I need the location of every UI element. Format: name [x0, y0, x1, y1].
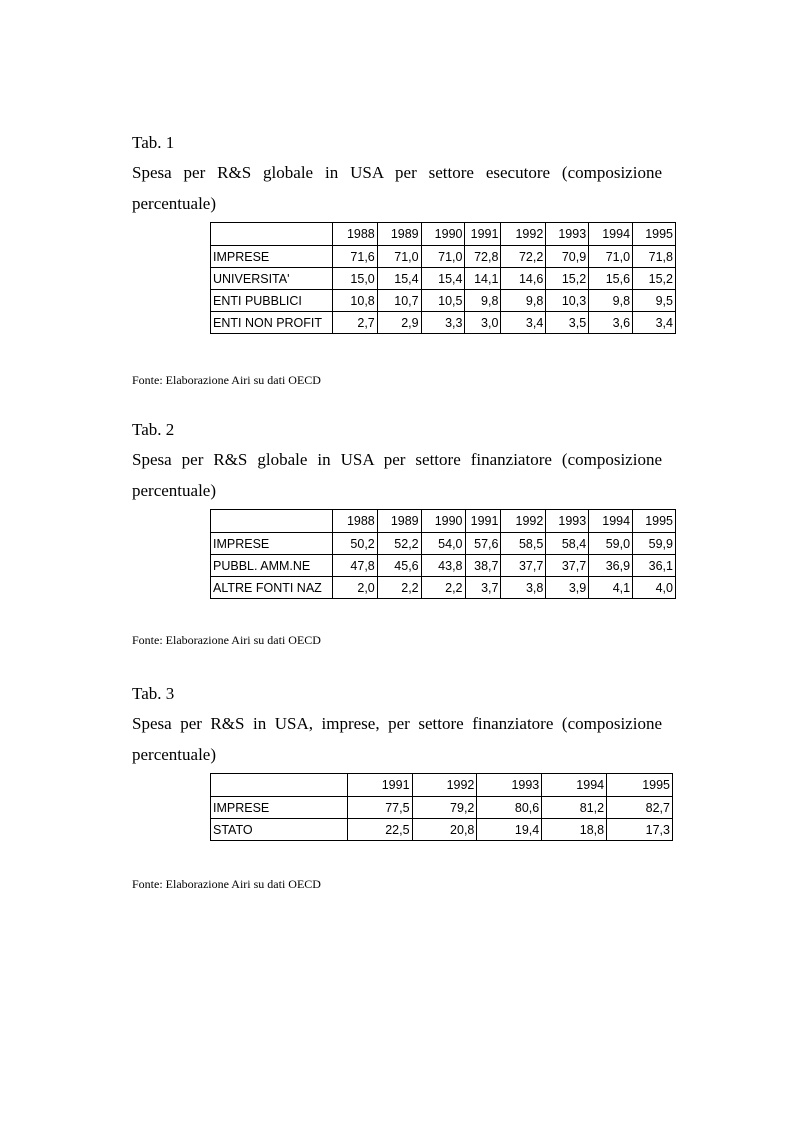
table-2-caption: Spesa per R&S globale in USA per settore finanziatore (composizione [132, 450, 662, 469]
table-cell: 37,7 [501, 555, 546, 577]
table-header-row [211, 774, 673, 797]
table-3 [210, 773, 673, 841]
table-cell: 54,0 [421, 533, 465, 555]
table-cell: 45,6 [377, 555, 421, 577]
row-label: UNIVERSITA' [211, 268, 333, 290]
year-header: 1992 [501, 510, 546, 533]
table-cell: 14,6 [501, 268, 546, 290]
table-header-row [211, 510, 676, 533]
year-header: 1994 [589, 223, 633, 246]
table-cell: 3,9 [546, 577, 589, 599]
year-header: 1990 [421, 223, 465, 246]
year-header: 1991 [465, 223, 501, 246]
table-cell: 71,0 [421, 246, 465, 268]
table-1-caption: Spesa per R&S globale in USA per settore esecutore (composizione [132, 163, 662, 182]
table-cell: 22,5 [347, 819, 412, 841]
table-header-row [211, 223, 676, 246]
table-cell: 15,0 [332, 268, 377, 290]
row-label: ENTI PUBBLICI [211, 290, 333, 312]
table-cell: 3,8 [501, 577, 546, 599]
table-cell: 80,6 [477, 797, 542, 819]
table-cell: 18,8 [542, 819, 607, 841]
table-cell: 72,8 [465, 246, 501, 268]
table-cell: 2,2 [421, 577, 465, 599]
row-label: IMPRESE [211, 246, 333, 268]
table-cell: 36,9 [589, 555, 633, 577]
table-cell: 20,8 [412, 819, 477, 841]
table-cell: 15,6 [589, 268, 633, 290]
header-corner-cell [211, 510, 333, 533]
table-cell: 3,4 [633, 312, 676, 334]
year-header: 1991 [347, 774, 412, 797]
table-cell: 9,8 [465, 290, 501, 312]
table-cell: 59,0 [589, 533, 633, 555]
table-cell: 36,1 [633, 555, 676, 577]
table-2-source: Fonte: Elaborazione Airi su dati OECD [132, 633, 321, 647]
year-header: 1988 [332, 510, 377, 533]
year-header: 1994 [589, 510, 633, 533]
year-header: 1995 [633, 223, 676, 246]
table-row [211, 246, 676, 268]
row-label: IMPRESE [211, 797, 348, 819]
table-cell: 81,2 [542, 797, 607, 819]
table-row [211, 577, 676, 599]
table-2 [210, 509, 676, 599]
year-header: 1993 [477, 774, 542, 797]
table-1 [210, 222, 676, 334]
table-cell: 9,8 [589, 290, 633, 312]
year-header: 1992 [412, 774, 477, 797]
table-cell: 10,7 [377, 290, 421, 312]
table-cell: 72,2 [501, 246, 546, 268]
table-cell: 9,5 [633, 290, 676, 312]
table-cell: 10,8 [332, 290, 377, 312]
table-3-source: Fonte: Elaborazione Airi su dati OECD [132, 877, 321, 891]
table-cell: 37,7 [546, 555, 589, 577]
table-row [211, 290, 676, 312]
table-2-caption-continued: percentuale) [132, 481, 216, 500]
table-cell: 52,2 [377, 533, 421, 555]
table-cell: 4,0 [633, 577, 676, 599]
table-cell: 70,9 [546, 246, 589, 268]
year-header: 1989 [377, 223, 421, 246]
table-cell: 50,2 [332, 533, 377, 555]
table-3-caption: Spesa per R&S in USA, imprese, per settore finanziatore (composizione [132, 714, 662, 733]
table-cell: 3,0 [465, 312, 501, 334]
table-cell: 4,1 [589, 577, 633, 599]
row-label: ENTI NON PROFIT [211, 312, 333, 334]
table-cell: 71,6 [332, 246, 377, 268]
table-cell: 15,4 [377, 268, 421, 290]
table-cell: 15,4 [421, 268, 465, 290]
table-cell: 15,2 [546, 268, 589, 290]
year-header: 1993 [546, 223, 589, 246]
table-cell: 3,6 [589, 312, 633, 334]
table-1-label: Tab. 1 [132, 133, 175, 152]
header-corner-cell [211, 223, 333, 246]
table-cell: 9,8 [501, 290, 546, 312]
table-1-caption-continued: percentuale) [132, 194, 216, 213]
year-header: 1995 [607, 774, 673, 797]
year-header: 1992 [501, 223, 546, 246]
table-cell: 19,4 [477, 819, 542, 841]
table-cell: 47,8 [332, 555, 377, 577]
table-3-caption-continued: percentuale) [132, 745, 216, 764]
table-cell: 57,6 [465, 533, 501, 555]
table-cell: 2,7 [332, 312, 377, 334]
table-row [211, 268, 676, 290]
table-cell: 10,3 [546, 290, 589, 312]
header-corner-cell [211, 774, 348, 797]
table-1-source: Fonte: Elaborazione Airi su dati OECD [132, 373, 321, 387]
table-cell: 3,5 [546, 312, 589, 334]
table-row [211, 819, 673, 841]
table-cell: 43,8 [421, 555, 465, 577]
year-header: 1993 [546, 510, 589, 533]
table-cell: 3,3 [421, 312, 465, 334]
table-cell: 71,0 [589, 246, 633, 268]
year-header: 1989 [377, 510, 421, 533]
table-cell: 15,2 [633, 268, 676, 290]
table-row [211, 555, 676, 577]
row-label: STATO [211, 819, 348, 841]
table-cell: 10,5 [421, 290, 465, 312]
table-cell: 82,7 [607, 797, 673, 819]
year-header: 1988 [332, 223, 377, 246]
year-header: 1995 [633, 510, 676, 533]
table-cell: 59,9 [633, 533, 676, 555]
year-header: 1994 [542, 774, 607, 797]
table-cell: 77,5 [347, 797, 412, 819]
table-cell: 2,0 [332, 577, 377, 599]
table-cell: 17,3 [607, 819, 673, 841]
table-cell: 71,8 [633, 246, 676, 268]
table-cell: 2,2 [377, 577, 421, 599]
table-row [211, 797, 673, 819]
row-label: ALTRE FONTI NAZ [211, 577, 333, 599]
table-cell: 3,4 [501, 312, 546, 334]
table-cell: 58,5 [501, 533, 546, 555]
year-header: 1990 [421, 510, 465, 533]
row-label: PUBBL. AMM.NE [211, 555, 333, 577]
table-row [211, 533, 676, 555]
row-label: IMPRESE [211, 533, 333, 555]
table-2-label: Tab. 2 [132, 420, 175, 439]
table-cell: 58,4 [546, 533, 589, 555]
table-cell: 38,7 [465, 555, 501, 577]
table-cell: 3,7 [465, 577, 501, 599]
table-cell: 2,9 [377, 312, 421, 334]
table-cell: 79,2 [412, 797, 477, 819]
table-cell: 14,1 [465, 268, 501, 290]
table-3-label: Tab. 3 [132, 684, 175, 703]
year-header: 1991 [465, 510, 501, 533]
table-cell: 71,0 [377, 246, 421, 268]
table-row [211, 312, 676, 334]
